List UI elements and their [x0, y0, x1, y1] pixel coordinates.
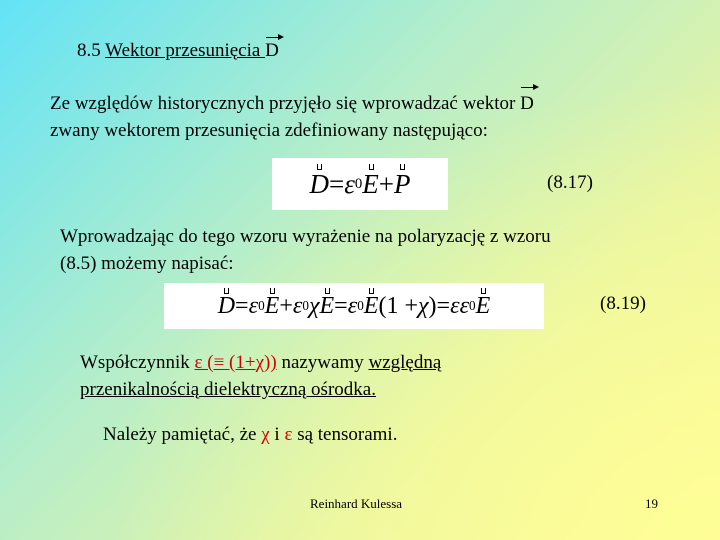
eq1-epsilon: ε: [344, 168, 355, 199]
epsilon-symbol: ε: [194, 352, 203, 373]
eq1-p: P: [394, 168, 411, 199]
eq1-d: D: [309, 168, 329, 199]
chi-symbol: χ: [255, 352, 265, 373]
equation-8-19: D = ε 0 E + ε 0 χ E = ε 0 E (1 + χ ) = ε ε 0 E: [164, 283, 544, 329]
section-number: 8.5: [77, 40, 101, 61]
equation-number-8-19: (8.19): [600, 293, 646, 314]
footer-author: Reinhard Kulessa: [310, 496, 403, 511]
vector-d-symbol: D: [265, 40, 279, 61]
permittivity-line-2: przenikalnością dielektryczną ośrodka.: [80, 379, 376, 400]
equation-8-17: D = ε 0 E + P: [272, 158, 448, 210]
equation-number-8-17: (8.17): [547, 172, 593, 193]
tensor-note: Należy pamiętać, że χ i ε są tensorami.: [103, 424, 398, 445]
derivation-line-1: Wprowadzając do tego wzoru wyrażenie na polaryzację z wzoru: [60, 226, 551, 247]
permittivity-line-1: Współczynnik ε (≡ (1+χ)) nazywamy względną: [80, 352, 442, 373]
title-text: Wektor przesunięcia D: [105, 40, 279, 61]
intro-line-1: Ze względów historycznych przyjęło się wprowadzać wektor D: [50, 90, 534, 117]
permittivity-paragraph: [80, 349, 441, 403]
derivation-paragraph: [60, 223, 551, 277]
intro-paragraph: [50, 90, 534, 144]
chi-symbol: χ: [261, 424, 270, 445]
derivation-line-2: (8.5) możemy napisać:: [60, 253, 234, 274]
intro-line-2: zwany wektorem przesunięcia zdefiniowany następująco:: [50, 120, 488, 141]
vector-d-symbol: D: [520, 90, 534, 117]
page-number: 19: [645, 496, 658, 511]
epsilon-symbol: ε: [284, 424, 293, 445]
slide-title: [77, 40, 279, 62]
eq1-e: E: [362, 168, 379, 199]
